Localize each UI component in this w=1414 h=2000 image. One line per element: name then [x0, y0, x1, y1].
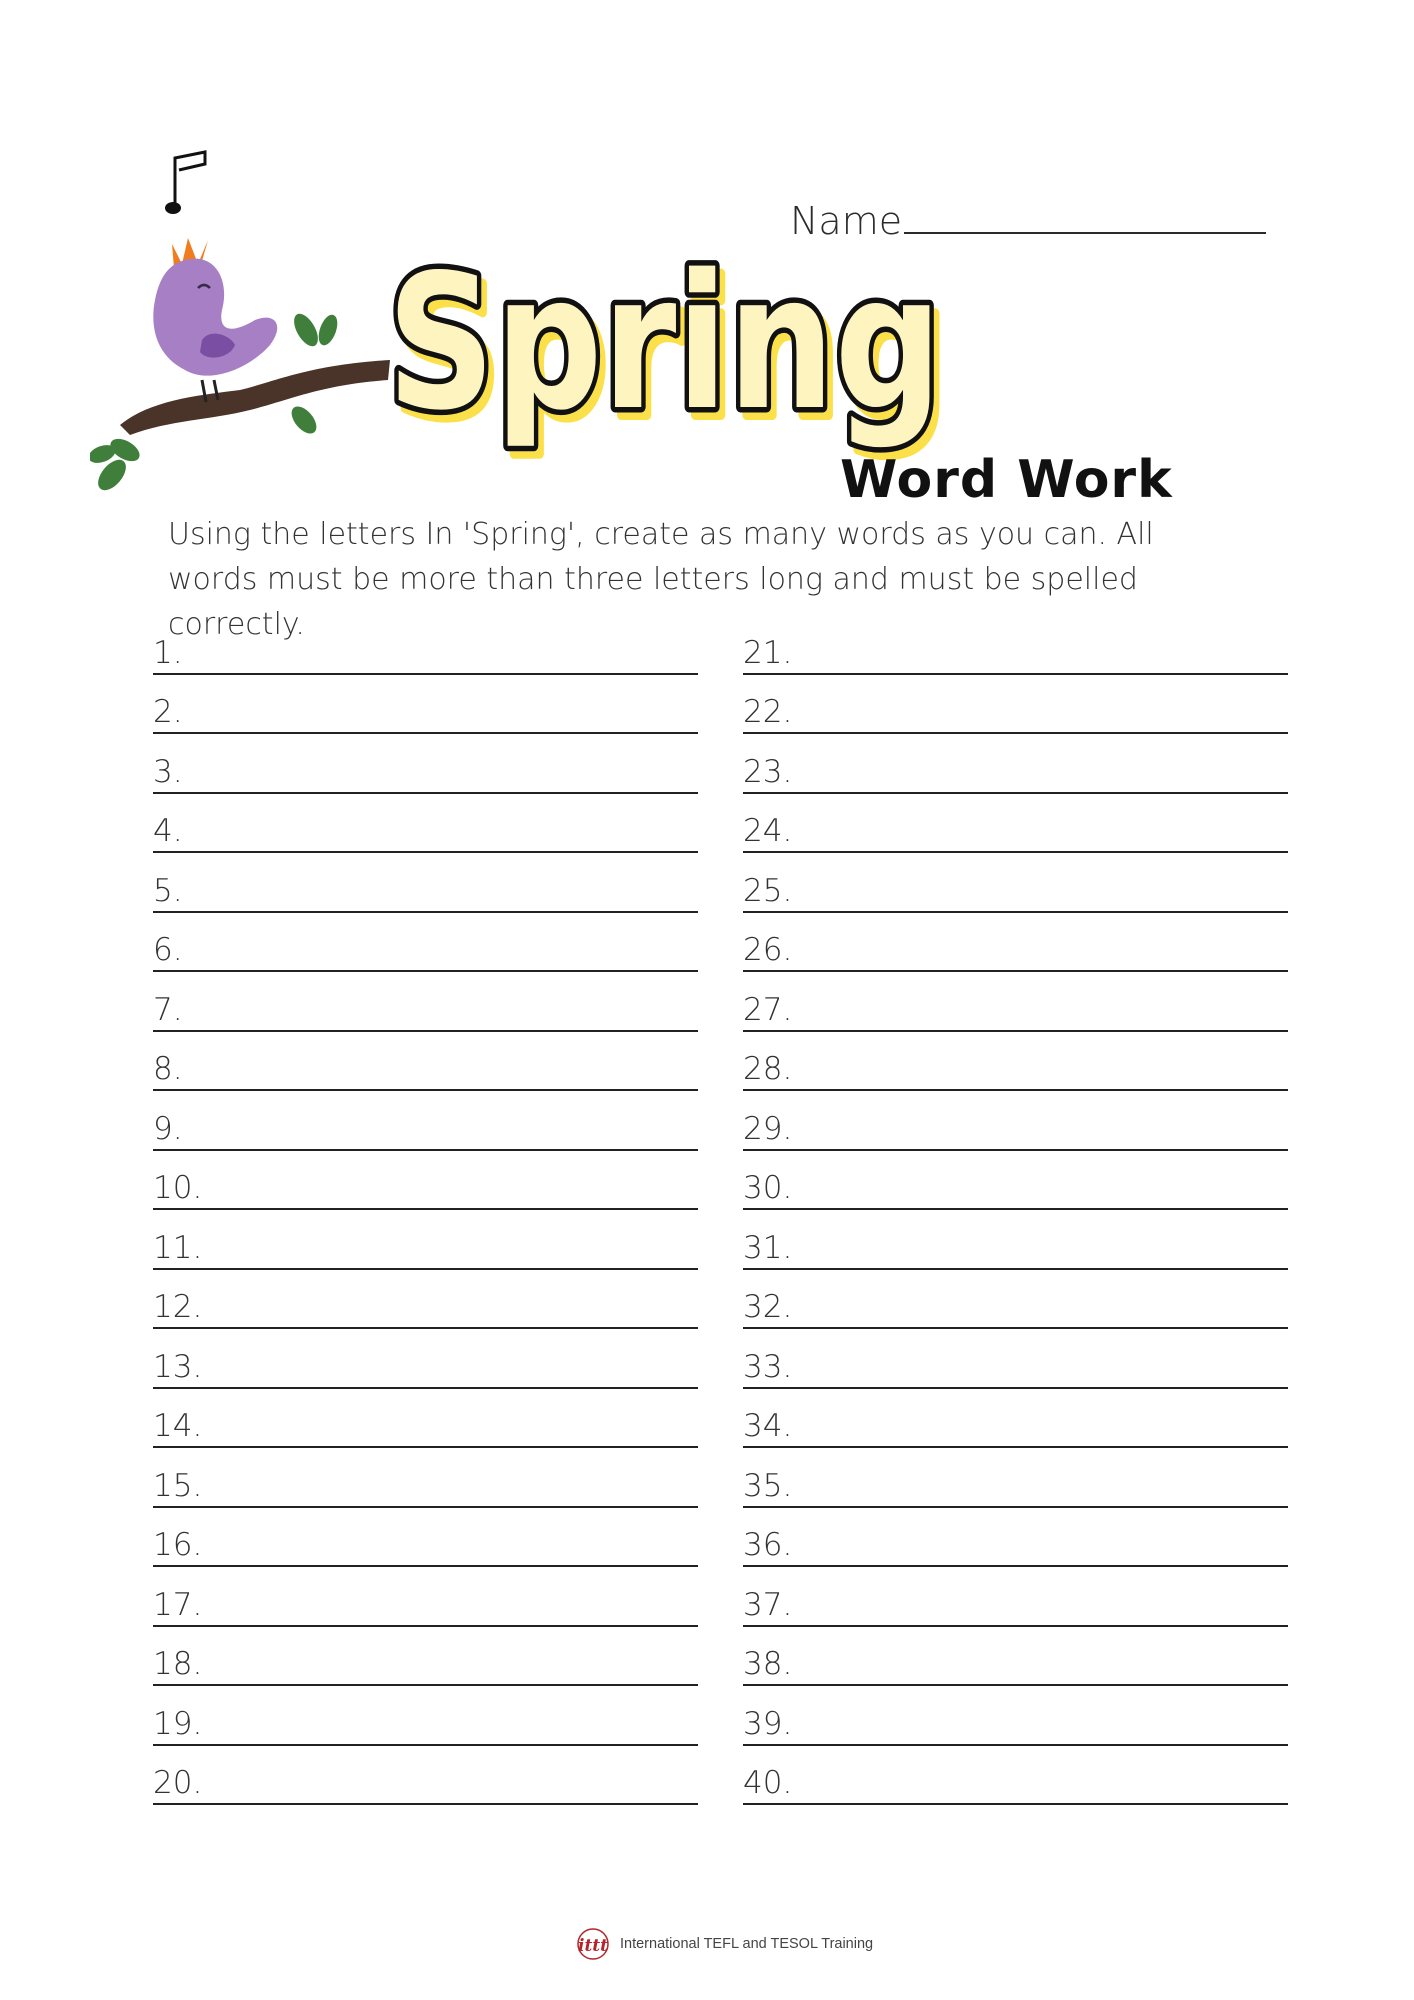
- answer-line[interactable]: [743, 1091, 1288, 1151]
- answer-line[interactable]: [743, 1151, 1288, 1211]
- answer-number: 23.: [743, 753, 793, 790]
- answer-line[interactable]: [153, 1091, 698, 1151]
- answer-number: 40.: [743, 1765, 793, 1801]
- answer-line[interactable]: [743, 794, 1288, 854]
- answer-line[interactable]: [153, 1508, 698, 1568]
- footer: [572, 1924, 873, 1964]
- answer-number: 7.: [153, 991, 183, 1028]
- answer-line[interactable]: [743, 972, 1288, 1032]
- answer-number: 10.: [153, 1170, 203, 1206]
- answer-line[interactable]: [743, 1746, 1288, 1806]
- answer-line[interactable]: [153, 1329, 698, 1389]
- answer-number: 35.: [743, 1467, 793, 1504]
- svg-text:Spring: Spring: [393, 242, 948, 459]
- answer-line[interactable]: [743, 1032, 1288, 1092]
- answer-line[interactable]: [743, 853, 1288, 913]
- page-title: Spring: [387, 234, 942, 451]
- answer-number: 25.: [743, 872, 793, 909]
- answer-number: 1.: [153, 634, 183, 671]
- answer-number: 13.: [153, 1348, 203, 1385]
- answer-number: 39.: [743, 1705, 793, 1742]
- answer-line[interactable]: [153, 1567, 698, 1627]
- title-graphic: [385, 225, 965, 465]
- answer-number: 34.: [743, 1408, 793, 1444]
- answer-number: 29.: [743, 1110, 793, 1147]
- answer-line[interactable]: [153, 1270, 698, 1330]
- answer-column-left: [153, 615, 698, 1805]
- answer-line[interactable]: [153, 1389, 698, 1449]
- answer-line[interactable]: [153, 913, 698, 973]
- answer-number: 14.: [153, 1408, 203, 1444]
- svg-text:Spring: Spring: [387, 234, 942, 451]
- answer-line[interactable]: [153, 972, 698, 1032]
- answer-number: 21.: [743, 634, 793, 671]
- answer-line[interactable]: [743, 1448, 1288, 1508]
- answer-number: 20.: [153, 1765, 203, 1801]
- answer-line[interactable]: [743, 1389, 1288, 1449]
- answer-line[interactable]: [743, 913, 1288, 973]
- answer-line[interactable]: [153, 1686, 698, 1746]
- answer-number: 32.: [743, 1289, 793, 1325]
- answer-line[interactable]: [743, 1686, 1288, 1746]
- page-subtitle: Word Work: [840, 450, 1173, 510]
- answer-number: 4.: [153, 813, 183, 849]
- answer-line[interactable]: [153, 1627, 698, 1687]
- name-blank[interactable]: [904, 198, 1266, 234]
- answer-line[interactable]: [153, 1448, 698, 1508]
- answer-number: 12.: [153, 1289, 203, 1325]
- answer-number: 33.: [743, 1348, 793, 1385]
- answer-line[interactable]: [743, 615, 1288, 675]
- instructions-text: Using the letters In 'Spring', create as many words as you can. All words must be more than three letters long and must be spelled correctly.: [168, 517, 1154, 642]
- answer-line[interactable]: [153, 853, 698, 913]
- answer-number: 26.: [743, 932, 793, 968]
- ittt-logo-icon: [572, 1927, 614, 1961]
- answer-number: 17.: [153, 1586, 203, 1623]
- answer-number: 27.: [743, 991, 793, 1028]
- answer-line[interactable]: [743, 1329, 1288, 1389]
- answer-number: 28.: [743, 1051, 793, 1087]
- answer-number: 36.: [743, 1527, 793, 1563]
- answer-number: 15.: [153, 1467, 203, 1504]
- answer-number: 2.: [153, 694, 183, 730]
- answer-line[interactable]: [743, 1627, 1288, 1687]
- answer-number: 16.: [153, 1527, 203, 1563]
- answer-number: 8.: [153, 1051, 183, 1087]
- name-label: Name: [790, 199, 903, 243]
- answer-line[interactable]: [153, 675, 698, 735]
- answer-number: 22.: [743, 694, 793, 730]
- answer-column-right: [743, 615, 1288, 1805]
- answer-number: 19.: [153, 1705, 203, 1742]
- music-note-icon: [165, 150, 215, 220]
- answer-line[interactable]: [153, 794, 698, 854]
- answer-line[interactable]: [743, 1210, 1288, 1270]
- answer-line[interactable]: [743, 734, 1288, 794]
- name-field[interactable]: [790, 198, 1260, 243]
- answer-number: 9.: [153, 1110, 183, 1147]
- answer-line[interactable]: [153, 1210, 698, 1270]
- bird-on-branch-illustration: [90, 230, 390, 510]
- answer-line[interactable]: [743, 1270, 1288, 1330]
- answer-number: 30.: [743, 1170, 793, 1206]
- answer-line[interactable]: [153, 1746, 698, 1806]
- answer-number: 24.: [743, 813, 793, 849]
- answer-number: 37.: [743, 1586, 793, 1623]
- svg-text:ittt: ittt: [577, 1936, 609, 1956]
- answer-line[interactable]: [743, 1567, 1288, 1627]
- answer-line[interactable]: [153, 1032, 698, 1092]
- answer-number: 11.: [153, 1229, 203, 1266]
- answer-number: 6.: [153, 932, 183, 968]
- answer-line[interactable]: [743, 675, 1288, 735]
- answer-line[interactable]: [153, 615, 698, 675]
- answer-number: 5.: [153, 872, 183, 909]
- answer-number: 31.: [743, 1229, 793, 1266]
- answer-number: 38.: [743, 1646, 793, 1682]
- answer-line[interactable]: [743, 1508, 1288, 1568]
- footer-text: International TEFL and TESOL Training: [620, 1936, 874, 1952]
- answer-number: 18.: [153, 1646, 203, 1682]
- answer-number: 3.: [153, 753, 183, 790]
- answer-line[interactable]: [153, 1151, 698, 1211]
- answer-line[interactable]: [153, 734, 698, 794]
